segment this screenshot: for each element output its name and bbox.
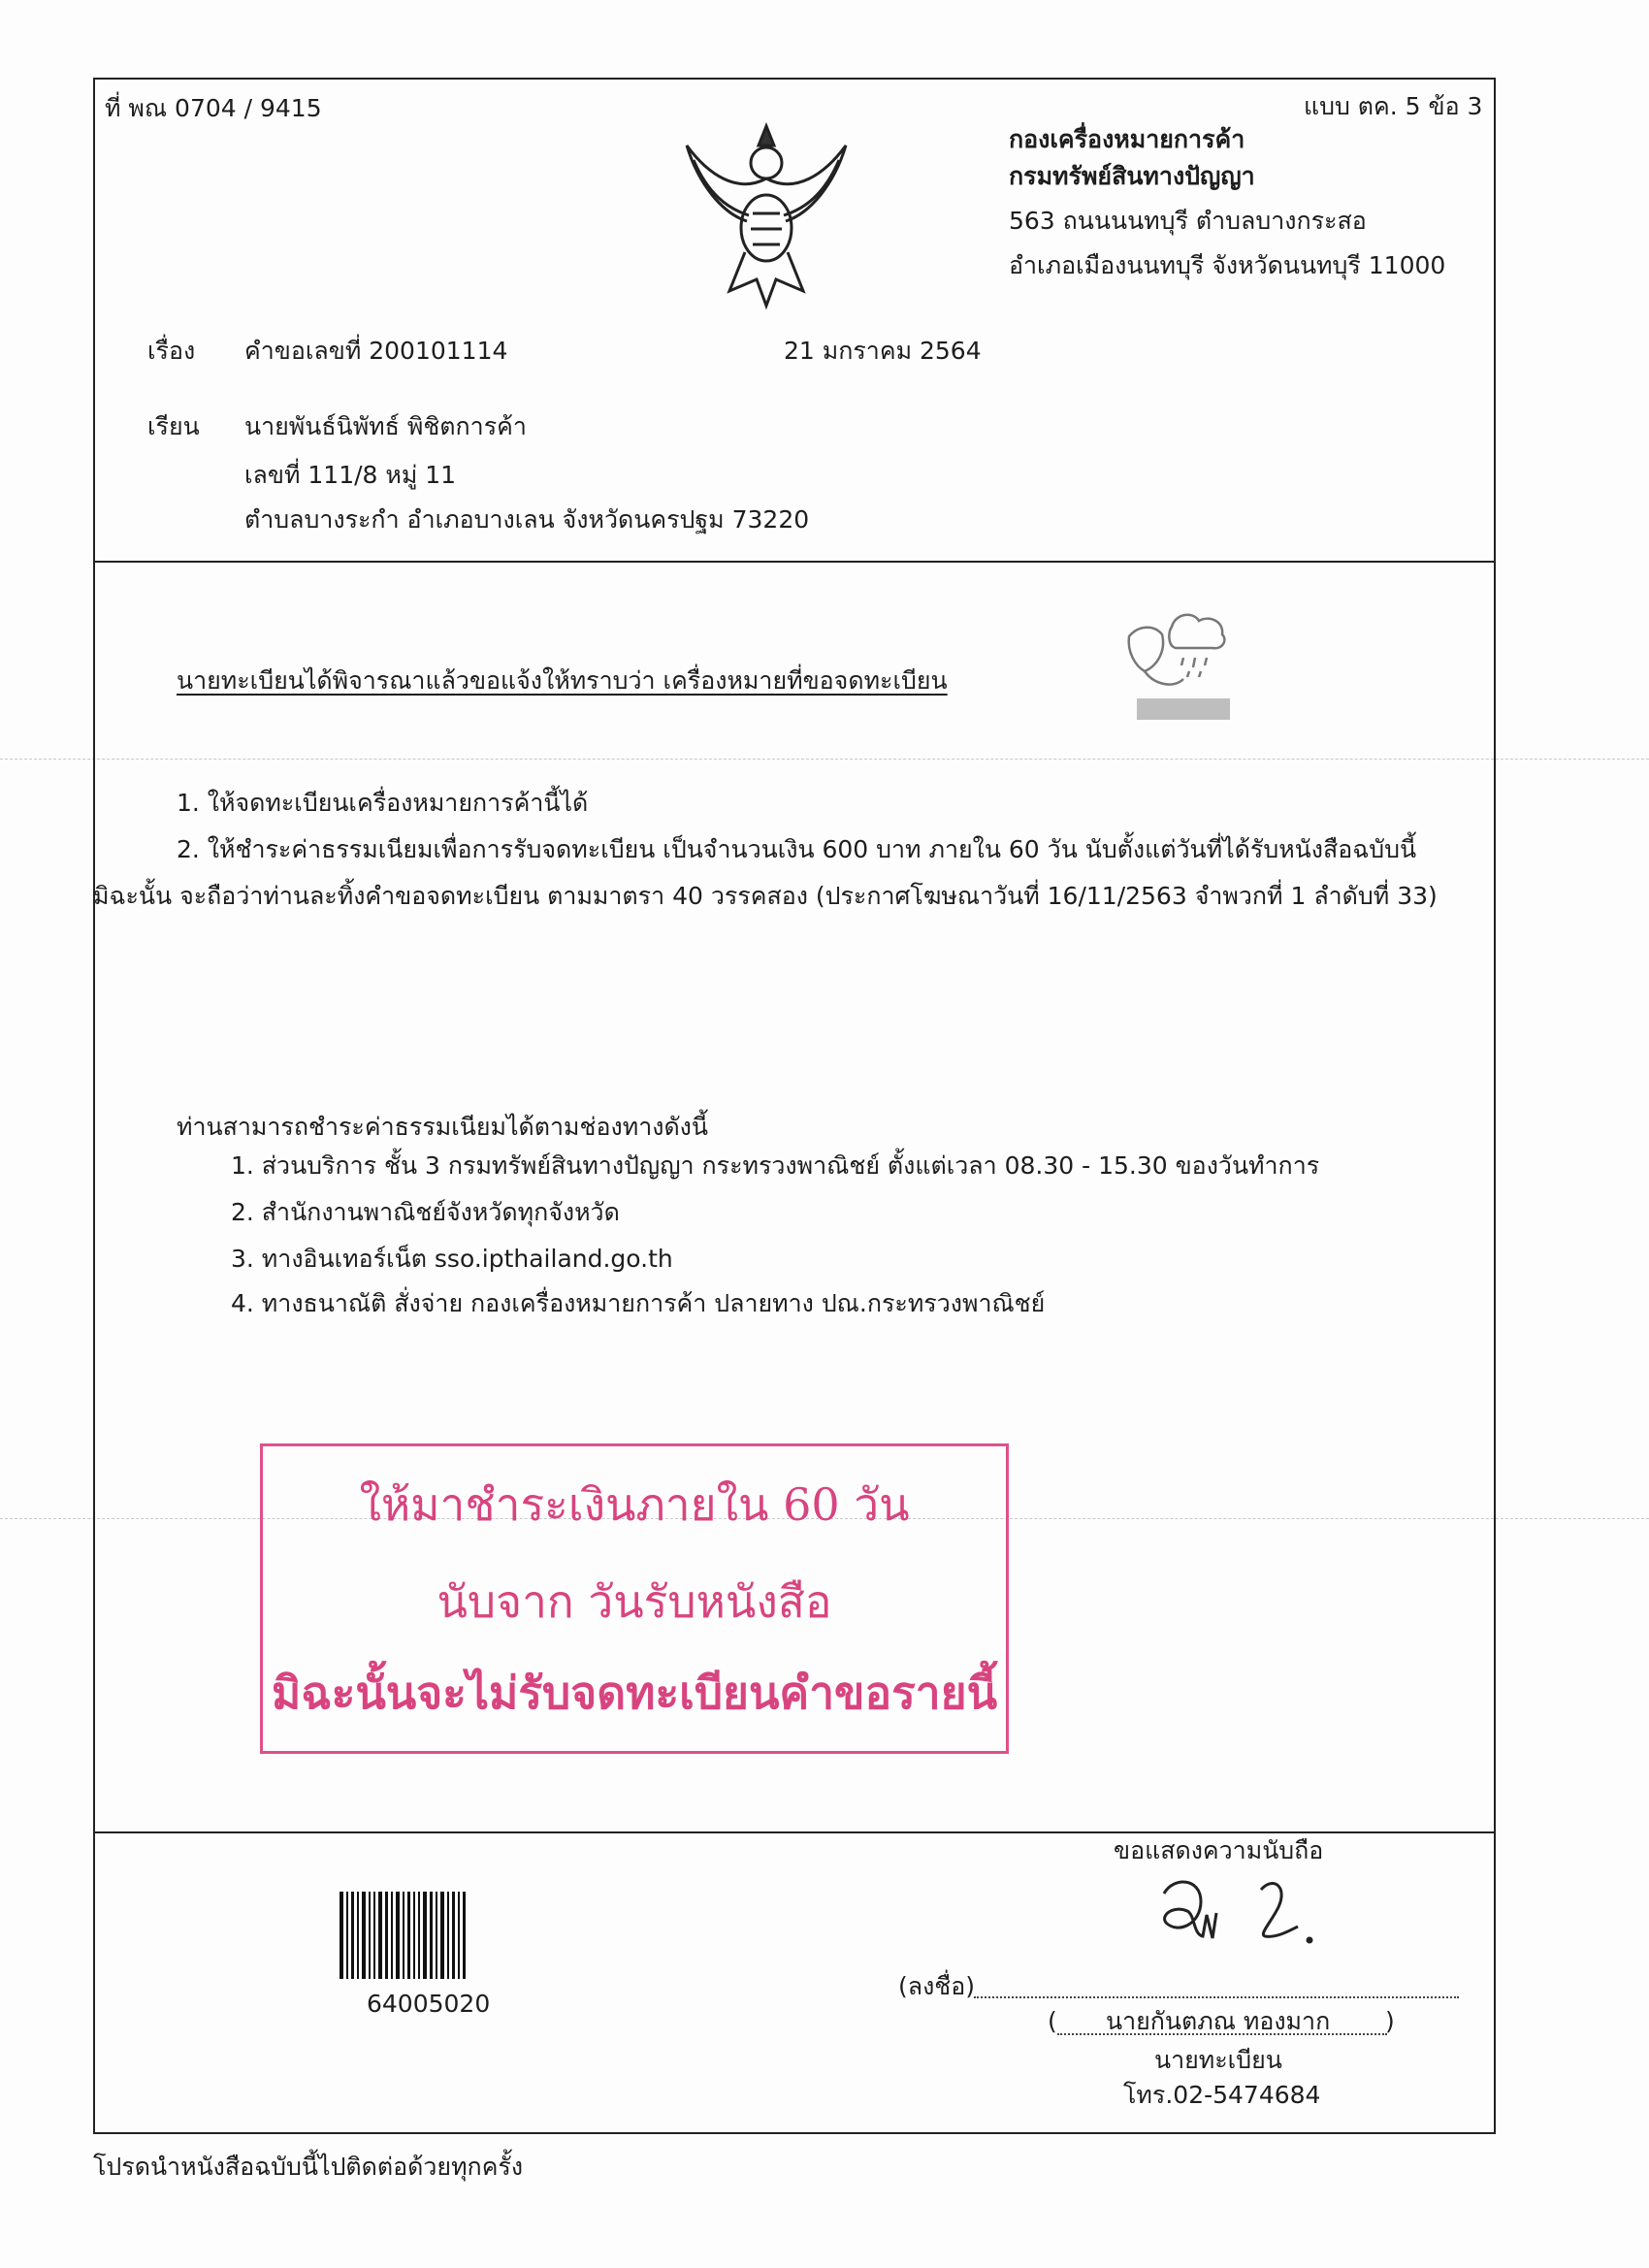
recipient-name: นายพันธ์นิพัทธ์ พิชิตการค้า — [244, 412, 527, 440]
garuda-emblem-icon — [669, 107, 863, 320]
recipient-address-line1: เลขที่ 111/8 หมู่ 11 — [244, 461, 457, 489]
barcode-number: 64005020 — [367, 1990, 491, 2018]
payment-channel-3: 3. ทางอินเทอร์เน็ต sso.ipthailand.go.th — [231, 1245, 673, 1273]
subject-label: เรื่อง — [147, 337, 196, 365]
payment-channel-2: 2. สำนักงานพาณิชย์จังหวัดทุกจังหวัด — [231, 1198, 620, 1226]
form-code: แบบ ตค. 5 ข้อ 3 — [1304, 92, 1483, 120]
closing: ขอแสดงความนับถือ — [1114, 1836, 1324, 1864]
payment-channel-1: 1. ส่วนบริการ ชั้น 3 กรมทรัพย์สินทางปัญญา กระทรวงพาณิชย์ ตั้งแต่เวลา 08.30 - 15.30 ของวันทำการ — [231, 1151, 1320, 1180]
subject-value: คำขอเลขที่ 200101114 — [244, 337, 508, 365]
header-divider — [93, 561, 1496, 563]
payment-channel-4: 4. ทางธนาณัติ สั่งจ่าย กองเครื่องหมายการค้า ปลายทาง ปณ.กระทรวงพาณิชย์ — [231, 1289, 1046, 1317]
phone-number: โทร.02-5474684 — [1123, 2081, 1321, 2109]
stamp-line-1: ให้มาชำระเงินภายใน 60 วัน — [359, 1478, 910, 1531]
item-2-continuation: มิฉะนั้น จะถือว่าท่านละทิ้งคำขอจดทะเบียน ตามมาตรา 40 วรรคสอง (ประกาศโฆษณาวันที่ 16/11/2563 จำพวกที่ 1 ลำดับที่ 33) — [93, 882, 1438, 910]
signer-open-paren: ( — [1048, 2007, 1057, 2035]
item-1: 1. ให้จดทะเบียนเครื่องหมายการค้านี้ได้ — [177, 789, 589, 817]
office-address-line1: 563 ถนนนนทบุรี ตำบลบางกระสอ — [1009, 207, 1367, 235]
signer-close-paren: ) — [1385, 2007, 1395, 2035]
recipient-address-line2: ตำบลบางระกำ อำเภอบางเลน จังหวัดนครปฐม 73220 — [244, 505, 810, 534]
office-address-line2: อำเภอเมืองนนทบุรี จังหวัดนนทบุรี 11000 — [1009, 251, 1446, 279]
item-2: 2. ให้ชำระค่าธรรมเนียมเพื่อการรับจดทะเบียน เป็นจำนวนเงิน 600 บาท ภายใน 60 วัน นับตั้งแต่วันที่ได้รับหนังสือฉบับนี้ — [177, 835, 1417, 863]
barcode — [340, 1892, 495, 1979]
stamp-line-2: นับจาก วันรับหนังสือ — [436, 1575, 832, 1628]
stamp-line-3: มิฉะนั้นจะไม่รับจดทะเบียนคำขอรายนี้ — [271, 1667, 998, 1719]
letter-date: 21 มกราคม 2564 — [784, 337, 982, 365]
letter-frame — [93, 78, 1496, 2134]
footer-divider — [93, 1831, 1496, 1833]
footer-note: โปรดนำหนังสือฉบับนี้ไปติดต่อด้วยทุกครั้ง — [93, 2153, 524, 2181]
signature-icon — [1145, 1866, 1319, 1963]
signer-title: นายทะเบียน — [1154, 2046, 1282, 2074]
payment-heading: ท่านสามารถชำระค่าธรรมเนียมได้ตามช่องทางดังนี้ — [177, 1113, 708, 1141]
reference-number: ที่ พณ 0704 / 9415 — [105, 94, 322, 122]
recipient-label: เรียน — [147, 412, 200, 440]
payment-deadline-stamp — [260, 1443, 1009, 1754]
office-name: กองเครื่องหมายการค้า — [1009, 125, 1245, 153]
signer-name: นายกันตภณ ทองมาก — [1106, 2007, 1331, 2035]
trademark-logo-icon — [1116, 607, 1244, 728]
sign-label: (ลงชื่อ) — [898, 1972, 976, 2000]
office-department: กรมทรัพย์สินทางปัญญา — [1009, 162, 1255, 190]
signature-line — [974, 1996, 1459, 1998]
notice-heading: นายทะเบียนได้พิจารณาแล้วขอแจ้งให้ทราบว่า เครื่องหมายที่ขอจดทะเบียน — [177, 666, 948, 695]
